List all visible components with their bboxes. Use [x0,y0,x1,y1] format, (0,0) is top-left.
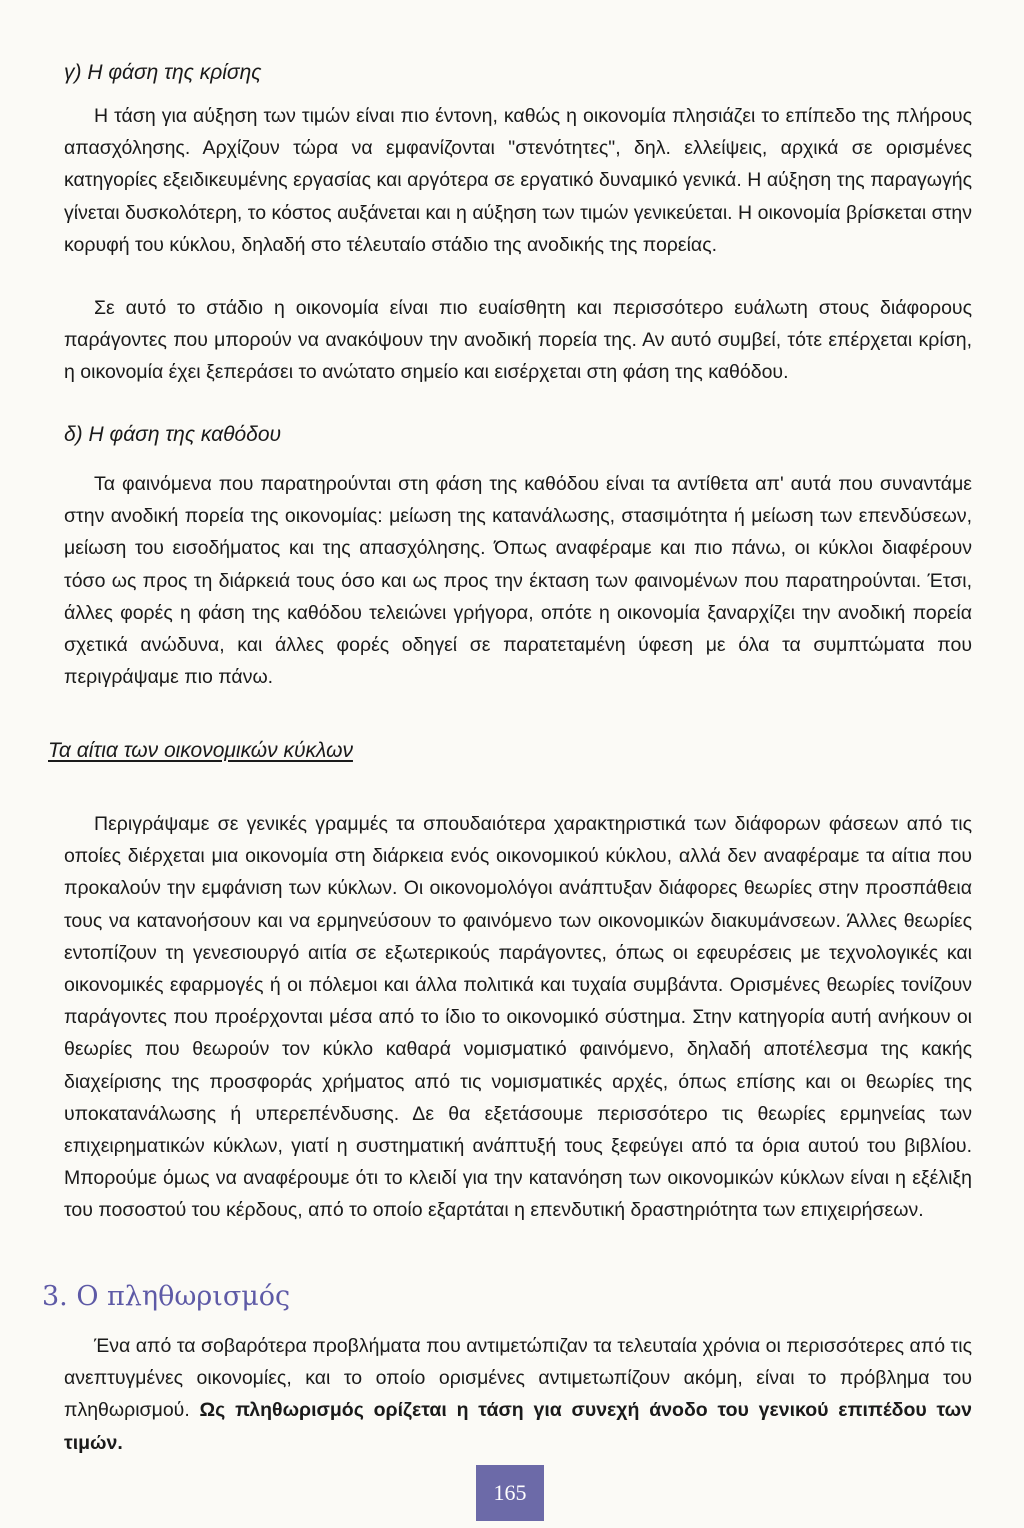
page-number: 165 [476,1465,544,1521]
paragraph-descent-1: Τα φαινόμενα που παρατηρούνται στη φάση της καθόδου είναι τα αντίθετα απ' αυτά που συναντάμε στην ανοδική πορεία της οικονομίας: μείωση της κατανάλωσης, στασιμότητα ή μείωση των επενδύσεων, μείωση του εισοδήματος και της απασχόλησης. Όπως αναφέραμε και πιο πάνω, οι κύκλοι διαφέρουν τόσο ως προς τη διάρκειά τους όσο και ως προς την έκταση των φαινομένων που παρατηρούνται. Έτσι, άλλες φορές η φάση της καθόδου τελειώνει γρήγορα, οπότε η οικονομία ξαναρχίζει την ανοδική πορεία σχετικά ανώδυνα, και άλλες φορές οδηγεί σε παρατεταμένη ύφεση με όλα τα συμπτώματα που περιγράψαμε πιο πάνω. [64,473,972,689]
heading-descent-phase: δ) Η φάση της καθόδου [64,423,282,446]
paragraph-causes-1: Περιγράψαμε σε γενικές γραμμές τα σπουδαιότερα χαρακτηριστικά των διάφορων φάσεων από τις οποίες διέρχεται μια οικονομία στη διάρκεια ενός οικονομικού κύκλου, αλλά δεν αναφέραμε τα αίτια που προκαλούν την εμφάνιση των κύκλων. Οι οικονομολόγοι ανάπτυξαν διάφορες θεωρίες στην προσπάθεια τους να κατανοήσουν και να ερμηνεύσουν το φαινόμενο των οικονομικών διακυμάνσεων. Άλλες θεωρίες εντοπίζουν τη γενεσιουργό αιτία σε εξωτερικούς παράγοντες, όπως οι εφευρέσεις με τεχνολογικές και οικονομικές εφαρμογές ή οι πόλεμοι και άλλα πολιτικά και τυχαία συμβάντα. Ορισμένες θεωρίες τονίζουν παράγοντες που προέρχονται μέσα από το ίδιο το οικονομικό σύστημα. Στην κατηγορία αυτή ανήκουν οι θεωρίες που θεωρούν τον κύκλο καθαρά νομισματικό φαινόμενο, δηλαδή αποτέλεσμα της κακής διαχείρισης της προσφοράς χρήματος από τις νομισματικές αρχές, όπως επίσης και οι θεωρίες της υποκατανάλωσης ή υπερεπένδυσης. Δε θα εξετάσουμε περισσότερο τις θεωρίες ερμηνείας των επιχειρηματικών κύκλων, γιατί η συστηματική ανάπτυξή τους ξεφεύγει από τα όρια αυτού του βιβλίου. Μπορούμε όμως να αναφέρουμε ότι το κλειδί για την κατανόηση των οικονομικών κύκλων είναι η εξέλιξη του ποσοστού του κέρδους, από το οποίο εξαρτάται η επενδυτική δραστηριότητα των επιχειρήσεων. [64,813,972,1222]
section-title-inflation: 3. Ο πληθωρισμός [42,1281,291,1312]
paragraph-crisis-2: Σε αυτό το στάδιο η οικονομία είναι πιο ευαίσθητη και περισσότερο ευάλωτη στους διάφορους παράγοντες που μπορούν να ανακόψουν την ανοδική πορεία της. Αν αυτό συμβεί, τότε επέρχεται κρίση, η οικονομία έχει ξεπεράσει το ανώτατο σημείο και εισέρχεται στη φάση της καθόδου. [64,297,972,384]
heading-crisis-phase: γ) Η φάση της κρίσης [64,61,262,84]
paragraph-crisis-1: Η τάση για αύξηση των τιμών είναι πιο έντονη, καθώς η οικονομία πλησιάζει το επίπεδο της πλήρους απασχόλησης. Αρχίζουν τώρα να εμφανίζονται "στενότητες", δηλ. ελλείψεις, αρχικά σε ορισμένες κατηγορίες εξειδικευμένης εργασίας και αργότερα σε εργατικό δυναμικό γενικά. Η αύξηση της παραγωγής γίνεται δυσκολότερη, το κόστος αυξάνεται και η αύξηση των τιμών γενικεύεται. Η οικονομία βρίσκεται στην κορυφή του κύκλου, δηλαδή στο τέλευταίο στάδιο της ανοδικής της πορείας. [64,105,972,256]
inflation-text-plain: Ένα από τα σοβαρότερα προβλήματα που αντιμετώπιζαν τα τελευταία χρόνια οι περισσότερες από τις ανεπτυγμένες οικονομίες, και το οποίο ορισμένες αντιμετωπίζουν ακόμη, είναι το πρόβλημα του πληθωρισμού. [64,1335,972,1422]
inflation-definition: Ως πληθωρισμός ορίζεται η τάση για συνεχή άνοδο του γενικού επιπέδου των τιμών. [64,1399,972,1454]
heading-causes-of-cycles: Τα αίτια των οικονομικών κύκλων [48,739,353,762]
paragraph-inflation-1 [64,1330,972,1459]
